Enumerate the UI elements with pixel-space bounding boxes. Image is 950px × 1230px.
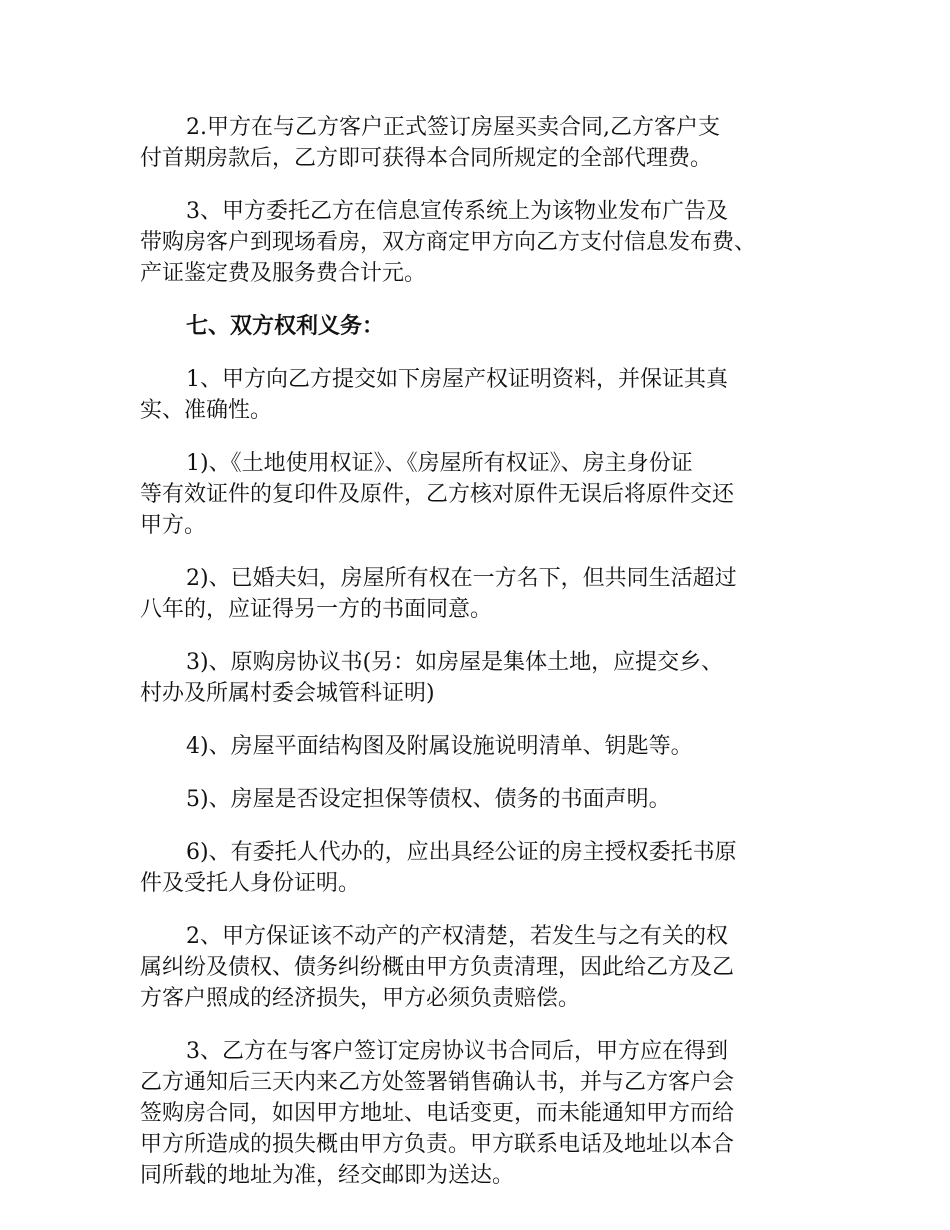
section-heading-text: 七、双方权利义务：	[186, 313, 385, 339]
text-line: 村办及所属村委会城管科证明)	[140, 681, 435, 706]
text-line: 1、甲方向乙方提交如下房屋产权证明资料，并保证其真	[186, 367, 728, 392]
text-line: 同所载的地址为准，经交邮即为送达。	[140, 1163, 515, 1188]
text-line: 产证鉴定费及服务费合计元。	[140, 261, 427, 286]
text-line: 2)、已婚夫妇，房屋所有权在一方名下，但共同生活超过	[186, 566, 737, 591]
text-line: 4)、房屋平面结构图及附属设施说明清单、钥匙等。	[186, 734, 693, 759]
text-line: 5)、房屋是否设定担保等债权、债务的书面声明。	[186, 787, 671, 812]
text-line: 3)、原购房协议书(另：如房屋是集体土地，应提交乡、	[186, 650, 724, 675]
text-line: 2、甲方保证该不动产的产权清楚，若发生与之有关的权	[186, 924, 728, 949]
document-page	[140, 112, 830, 1213]
text-line: 3、乙方在与客户签订定房协议书合同后，甲方应在得到	[186, 1039, 728, 1064]
text-line: 乙方通知后三天内来乙方处签署销售确认书，并与乙方客户会	[140, 1070, 735, 1095]
section-heading-rights-obligations	[140, 311, 830, 342]
paragraph-advertising-fees	[140, 196, 830, 289]
text-line: 带购房客户到现场看房，双方商定甲方向乙方支付信息发布费、	[140, 230, 757, 255]
paragraph-document-item-2	[140, 563, 830, 625]
text-line: 1)、《土地使用权证》、《房屋所有权证》、房主身份证	[186, 451, 693, 476]
paragraph-signing-notice	[140, 1036, 830, 1191]
text-line: 等有效证件的复印件及原件，乙方核对原件无误后将原件交还	[140, 482, 735, 507]
text-line: 实、准确性。	[140, 398, 273, 423]
text-line: 件及受托人身份证明。	[140, 871, 361, 896]
paragraph-title-guarantee	[140, 921, 830, 1014]
text-line: 甲方所造成的损失概由甲方负责。甲方联系电话及地址以本合	[140, 1132, 735, 1157]
paragraph-document-item-6	[140, 837, 830, 899]
paragraph-document-item-3	[140, 647, 830, 709]
paragraph-payment-timing	[140, 112, 830, 174]
text-line: 2.甲方在与乙方客户正式签订房屋买卖合同,乙方客户支	[186, 115, 720, 140]
paragraph-document-item-4	[140, 731, 830, 762]
text-line: 属纠纷及债权、债务纠纷概由甲方负责清理，因此给乙方及乙	[140, 955, 735, 980]
text-line: 付首期房款后，乙方即可获得本合同所规定的全部代理费。	[140, 146, 713, 171]
paragraph-document-item-1	[140, 448, 830, 541]
paragraph-property-documents	[140, 364, 830, 426]
text-line: 3、甲方委托乙方在信息宣传系统上为该物业发布广告及	[186, 199, 728, 224]
text-line: 签购房合同，如因甲方地址、电话变更，而未能通知甲方而给	[140, 1101, 735, 1126]
text-line: 八年的，应证得另一方的书面同意。	[140, 597, 493, 622]
paragraph-document-item-5	[140, 784, 830, 815]
text-line: 方客户照成的经济损失，甲方必须负责赔偿。	[140, 986, 581, 1011]
text-line: 甲方。	[140, 513, 207, 538]
text-line: 6)、有委托人代办的，应出具经公证的房主授权委托书原	[186, 840, 737, 865]
